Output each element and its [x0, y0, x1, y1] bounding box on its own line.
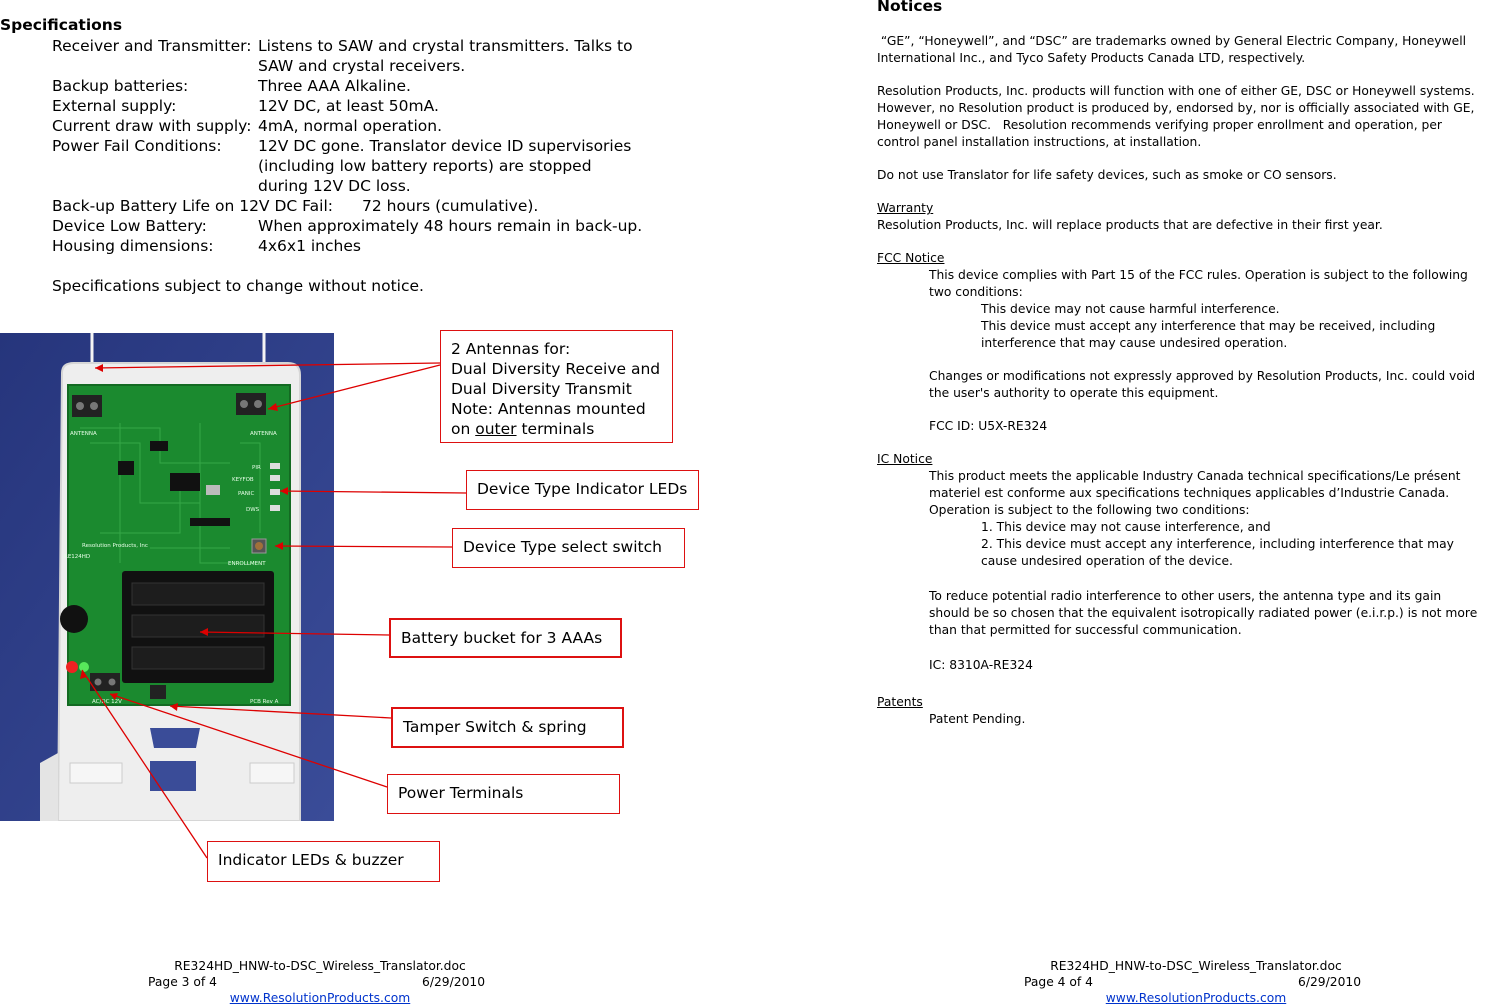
silk-panic: PANIC [238, 491, 255, 497]
silk-dws: DWS [246, 507, 260, 513]
compat-text: Resolution Products, Inc. products will function with one of either GE, DSC or Honeywell systems. [877, 84, 1475, 98]
ic-condition: 1. This device may not cause interference, and [981, 520, 1271, 534]
silk-antenna-left: ANTENNA [70, 431, 97, 437]
spec-value: When approximately 48 hours remain in back-up. [258, 217, 643, 235]
callout-text: terminals [516, 420, 595, 438]
spec-value: Listens to SAW and crystal transmitters. Talks to [258, 37, 633, 55]
silk-brand: Resolution Products, Inc [82, 543, 148, 549]
callout-antennas [440, 330, 673, 443]
ic-condition: cause undesired operation of the device. [981, 554, 1233, 568]
leader-leds [280, 491, 466, 493]
ic-title: IC Notice [877, 452, 933, 466]
spec-value: 12V DC gone. Translator device ID supervisories [258, 137, 632, 155]
leader-antenna-right [268, 365, 440, 409]
callout-text: Power Terminals [398, 784, 524, 802]
spec-value: Three AAA Alkaline. [258, 77, 411, 95]
spec-label: Power Fail Conditions: [52, 137, 222, 155]
footer-page: Page 4 of 4 [1024, 975, 1093, 989]
callout-battery [389, 618, 622, 658]
footer-date: 6/29/2010 [1298, 975, 1362, 989]
footer-date: 6/29/2010 [422, 975, 486, 989]
footer-url-link[interactable]: www.ResolutionProducts.com [229, 991, 411, 1005]
ic-reduce: than that permitted for successful communication. [929, 623, 1242, 637]
callout-line: Dual Diversity Transmit [451, 380, 632, 398]
spec-value: 4mA, normal operation. [258, 117, 443, 135]
compat-text: However, no Resolution product is produced by, endorsed by, nor is officially associated with GE, [877, 101, 1475, 115]
ic-reduce: To reduce potential radio interference to other users, the antenna type and its gain [929, 589, 1442, 603]
fcc-condition: This device may not cause harmful interference. [981, 302, 1280, 316]
notices-title: Notices [877, 0, 943, 15]
spec-value: SAW and crystal receivers. [258, 57, 466, 75]
fcc-title: FCC Notice [877, 251, 945, 265]
notices-body [877, 33, 1509, 728]
spec-label: Receiver and Transmitter: [52, 37, 252, 55]
footer-right [996, 958, 1396, 1006]
fcc-condition: interference that may cause undesired operation. [981, 336, 1288, 350]
ic-text: This product meets the applicable Industry Canada technical specifications/Le présent [929, 469, 1461, 483]
spec-label: Backup batteries: [52, 77, 189, 95]
callout-text: Battery bucket for 3 AAAs [401, 629, 603, 647]
patents-title: Patents [877, 695, 923, 709]
spec-value: 4x6x1 inches [258, 237, 361, 255]
spec-value: 72 hours (cumulative). [362, 197, 539, 215]
silk-enrollment: ENROLLMENT [228, 561, 266, 567]
leader-indicator [82, 670, 207, 858]
fcc-changes: Changes or modifications not expressly approved by Resolution Products, Inc. could void [929, 369, 1476, 383]
ic-text: materiel est conforme aux specifications techniques applicables d’Industrie Canada. [929, 486, 1450, 500]
footer-url-link[interactable]: www.ResolutionProducts.com [1105, 991, 1287, 1005]
callout-underlined: outer [475, 420, 517, 438]
callout-text: Device Type select switch [463, 538, 662, 556]
patents-text: Patent Pending. [929, 712, 1026, 726]
leader-tamper [170, 706, 391, 718]
leader-antenna-left [95, 363, 440, 368]
callout-text: Indicator LEDs & buzzer [218, 851, 404, 869]
warranty-text: Resolution Products, Inc. will replace products that are defective in their first year. [877, 218, 1383, 232]
spec-value: 12V DC, at least 50mA. [258, 97, 439, 115]
warranty-title: Warranty [877, 201, 934, 215]
ic-reduce: should be so chosen that the equivalent isotropically radiated power (e.i.r.p.) is not more [929, 606, 1478, 620]
fcc-text: two conditions: [929, 285, 1023, 299]
footer-left [120, 958, 520, 1006]
change-notice: Specifications subject to change without notice. [52, 277, 424, 295]
callout-power [387, 774, 620, 814]
callout-tamper [391, 707, 624, 748]
callout-line: Dual Diversity Receive and [451, 360, 661, 378]
callout-line: Note: Antennas mounted [451, 400, 646, 418]
trademark-text: “GE”, “Honeywell”, and “DSC” are trademarks owned by General Electric Company, Honeywell [877, 34, 1467, 48]
callout-text: on [451, 420, 476, 438]
compat-text: Honeywell or DSC. Resolution recommends verifying proper enrollment and operation, per [877, 118, 1442, 132]
callout-line [451, 419, 662, 439]
spec-label: Device Low Battery: [52, 217, 207, 235]
callout-line: 2 Antennas for: [451, 340, 571, 358]
spec-value: (including low battery reports) are stopped [258, 157, 592, 175]
fcc-condition: This device must accept any interference that may be received, including [981, 319, 1436, 333]
spec-label: External supply: [52, 97, 177, 115]
ic-text: Operation is subject to the following two conditions: [929, 503, 1250, 517]
spec-value: during 12V DC loss. [258, 177, 411, 195]
silk-keyfob: KEYFOB [232, 477, 254, 483]
life-safety-text: Do not use Translator for life safety devices, such as smoke or CO sensors. [877, 168, 1337, 182]
callout-text: Tamper Switch & spring [403, 718, 587, 736]
compat-text: control panel installation instructions, at installation. [877, 135, 1202, 149]
leader-battery [200, 632, 389, 635]
silk-model: RE124HD [64, 554, 91, 560]
silk-antenna-right: ANTENNA [250, 431, 277, 437]
fcc-changes: the user's authority to operate this equipment. [929, 386, 1219, 400]
leader-select [275, 546, 452, 547]
callout-text: Device Type Indicator LEDs [477, 480, 688, 498]
silk-rev: PCB Rev A [250, 699, 279, 705]
callout-leds [466, 470, 699, 510]
fcc-text: This device complies with Part 15 of the FCC rules. Operation is subject to the following [929, 268, 1468, 282]
callout-indicator [207, 841, 440, 882]
footer-doc: RE324HD_HNW-to-DSC_Wireless_Translator.doc [1050, 959, 1342, 973]
ic-condition: 2. This device must accept any interference, including interference that may [981, 537, 1454, 551]
silk-acdc: AC/DC 12V [92, 699, 122, 705]
silk-pir: PIR [252, 465, 261, 471]
spec-label: Housing dimensions: [52, 237, 214, 255]
leader-power [110, 694, 387, 787]
callout-select [452, 528, 685, 568]
ic-id: IC: 8310A-RE324 [929, 658, 1033, 672]
footer-page: Page 3 of 4 [148, 975, 217, 989]
specifications-title: Specifications [0, 16, 123, 34]
footer-doc: RE324HD_HNW-to-DSC_Wireless_Translator.doc [174, 959, 466, 973]
trademark-text: International Inc., and Tyco Safety Products Canada LTD, respectively. [877, 51, 1306, 65]
spec-label: Back-up Battery Life on 12V DC Fail: [52, 197, 333, 215]
fcc-id: FCC ID: U5X-RE324 [929, 419, 1048, 433]
spec-label: Current draw with supply: [52, 117, 252, 135]
